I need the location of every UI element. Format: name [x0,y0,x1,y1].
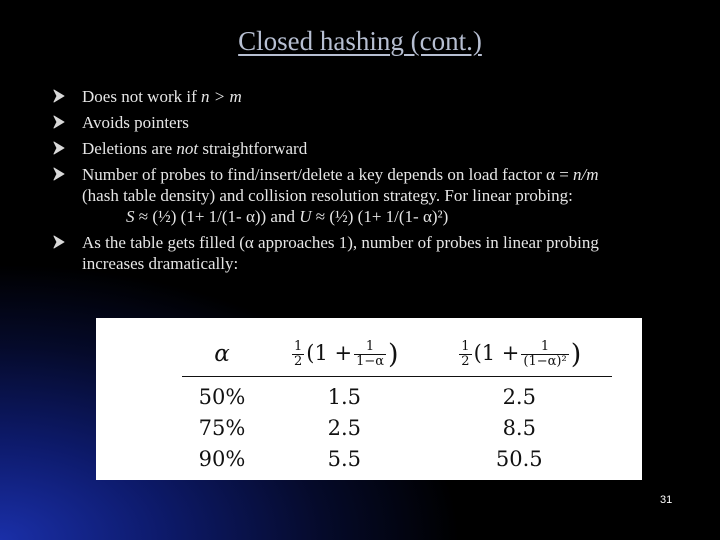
bullet-item-1 [50,86,700,107]
unsuccessful-cell: 2.5 [502,384,536,409]
inverse-square-fraction: $\frac{1}{\text{(1−α)²}}$ [523,338,567,369]
arrowhead-bullet-icon [53,167,65,181]
math-inline: n > m [200,87,242,106]
bullet-item-3 [50,138,700,159]
math-symbol-u: U [299,207,312,226]
bullet-item-2 [50,112,700,133]
bullet-text: Does not work if [82,87,201,106]
unsuccessful-probes-header: $\frac{1}{2}$ (1 + $\frac{1}{\text{(1−α)²}}$ ) [427,332,612,377]
table-row [182,412,612,443]
bullet-text: increases dramatically: [82,254,239,273]
alpha-cell: 50% [198,384,246,409]
arrowhead-bullet-icon [53,115,65,129]
bullet-text: (hash table density) and collision resolution strategy. For linear probing: [82,186,573,205]
page-number: 31 [660,494,673,506]
bullet-text: Avoids pointers [82,113,189,132]
arrowhead-bullet-icon [53,89,65,103]
successful-cell: 1.5 [327,384,361,409]
successful-cell: 2.5 [327,415,361,440]
slide-title: Closed hashing (cont.) [238,26,482,56]
successful-probes-header: $\frac{1}{2}$ (1 + $\frac{1}{1-\alpha}$ ) [262,332,427,377]
successful-cell: 5.5 [327,446,361,471]
table-row [182,377,612,413]
arrowhead-bullet-icon [53,141,65,155]
inverse-fraction: $\frac{1}{1-\alpha}$ [356,338,385,369]
bullet-text: Number of probes to find/insert/delete a key depends on load factor α = [82,165,574,184]
alpha-header: α [182,332,262,377]
table-header-row [182,332,612,377]
formula-text: ≈ (½) (1+ 1/(1- α)) and [134,207,300,226]
unsuccessful-cell: 50.5 [495,446,543,471]
bullet-text: As the table gets filled (α approaches 1), number of probes in linear probing [82,233,599,252]
alpha-cell: 75% [198,415,246,440]
emphasis-text: not [176,139,199,158]
arrowhead-bullet-icon [53,235,65,249]
bullet-text: Deletions are [82,139,177,158]
formula-text: ≈ (½) (1+ 1/(1- α)²) [311,207,449,226]
half-fraction: $\frac{1}{2}$ [461,338,470,369]
table-row [182,443,612,474]
alpha-cell: 90% [198,446,246,471]
unsuccessful-cell: 8.5 [502,415,536,440]
bullet-text: straightforward [198,139,308,158]
math-symbol-s: S [126,207,135,226]
formula-line [82,206,700,227]
probe-table-image [96,318,642,480]
math-inline: n/m [573,165,599,184]
bullet-item-4 [50,164,700,227]
probe-table [182,332,612,474]
bullet-item-5 [50,232,700,274]
half-fraction: $\frac{1}{2}$ [293,338,303,369]
bullet-list [50,86,700,279]
